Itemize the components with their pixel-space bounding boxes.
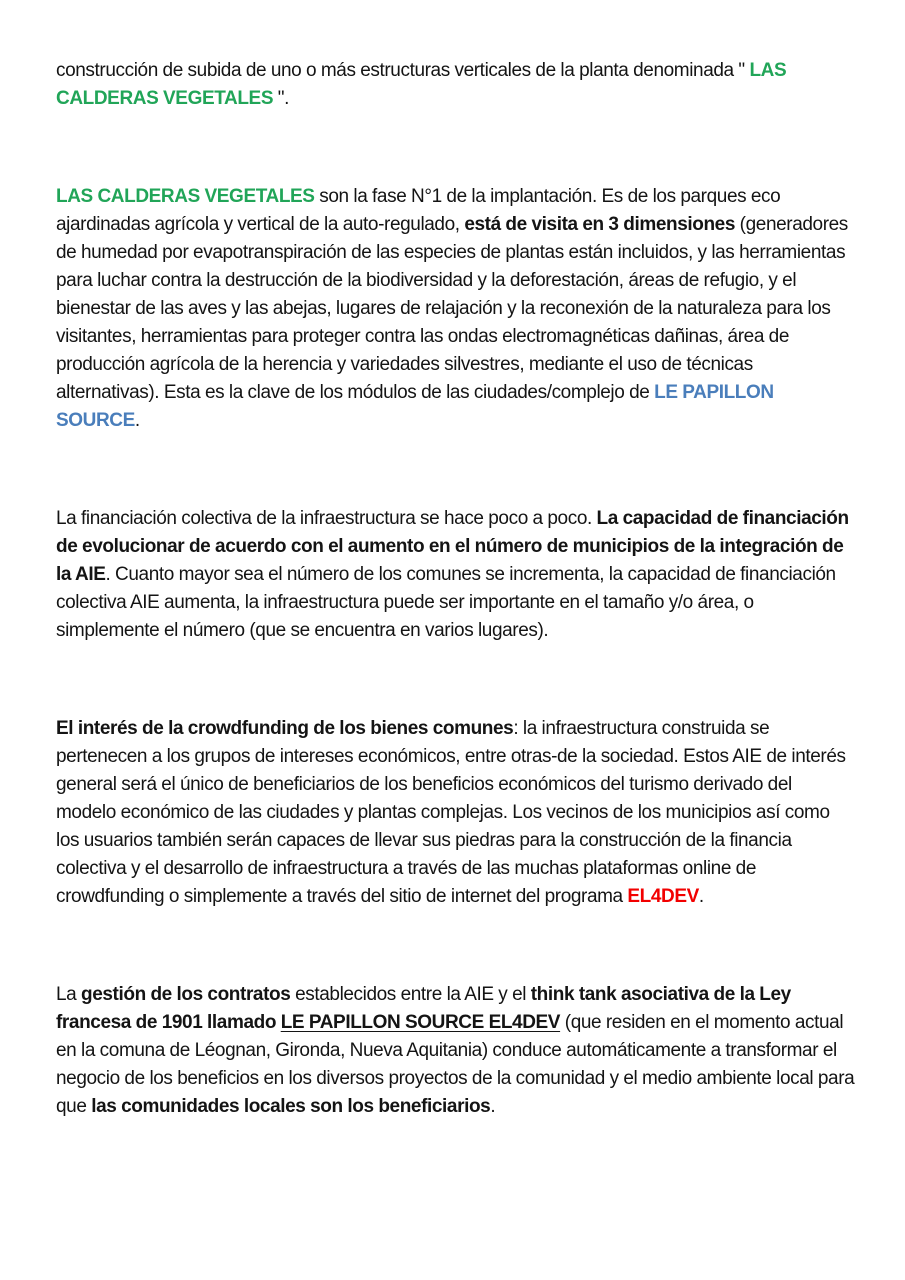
- text-run-green-bold: LAS CALDERAS VEGETALES: [56, 60, 787, 109]
- text-run-normal: son la fase N°1 de la implantación. Es de los parques eco ajardinadas agrícola y vertical de la auto-regulado,: [56, 186, 781, 235]
- text-run-normal: .: [134, 410, 140, 431]
- text-run-normal: : la infraestructura construida se pertenecen a los grupos de intereses económicos, entre otras-de la sociedad. Estos AIE de interés general será el único de beneficiarios de los beneficios económicos del turismo derivado del modelo económico de las ciudades y plantas complejas. Los vecinos de los municipios así como los usuarios también serán capaces de llevar sus piedras para la construcción de la financia colectiva y el desarrollo de infraestructura a través de las muchas plataformas online de crowdfunding o simplemente a través del sitio de internet del programa: [56, 718, 846, 907]
- paragraph-intro: [56, 57, 856, 113]
- text-run-bold: La capacidad de financiación de evolucionar de acuerdo con el aumento en el número de municipios de la integración de la AIE: [56, 508, 849, 585]
- text-run-normal: (generadores de humedad por evapotranspiración de las especies de plantas están incluidos, y las herramientas para luchar contra la destrucción de la biodiversidad y la deforestación, áreas de refugio, y el bienestar de las aves y las abejas, lugares de relajación y la reconexión de la naturaleza para los visitantes, herramientas para proteger contra las ondas electromagnéticas dañinas, área de producción agrícola de la herencia y variedades silvestres, mediante el uso de técnicas alternativas). Esta es la clave de los módulos de las ciudades/complejo de: [56, 214, 848, 403]
- text-run-bold: gestión de los contratos: [81, 984, 291, 1005]
- text-run-normal: . Cuanto mayor sea el número de los comunes se incrementa, la capacidad de financiación colectiva AIE aumenta, la infraestructura puede ser importante en el tamaño y/o área, o simplemente el número (que se encuentra en varios lugares).: [56, 564, 836, 641]
- paragraph-interes-crowdfunding: [56, 715, 856, 911]
- text-run-normal: ".: [273, 88, 290, 109]
- text-run-red-bold: EL4DEV: [627, 886, 699, 907]
- text-run-normal: establecidos entre la AIE y el: [290, 984, 531, 1005]
- text-run-green-bold: LAS CALDERAS VEGETALES: [56, 186, 315, 207]
- text-run-blue-bold: LE PAPILLON SOURCE: [56, 382, 774, 431]
- text-run-bold: está de visita en 3 dimensiones: [464, 214, 735, 235]
- text-run-normal: La financiación colectiva de la infraestructura se hace poco a poco.: [56, 508, 597, 529]
- text-run-normal: .: [490, 1096, 496, 1117]
- text-run-normal: La: [56, 984, 82, 1005]
- text-run-bold: las comunidades locales son los beneficiarios: [91, 1096, 491, 1117]
- text-run-normal: .: [698, 886, 704, 907]
- text-run-bold: think tank asociativa de la Ley francesa de 1901 llamado: [56, 984, 791, 1033]
- text-run-normal: (que residen en el momento actual en la comuna de Léognan, Gironda, Nueva Aquitania) conduce automáticamente a transformar el negocio de los beneficios en los diversos proyectos de la comunidad y el medio ambiente local para que: [56, 1012, 855, 1117]
- text-run-normal: construcción de subida de uno o más estructuras verticales de la planta denominada ": [56, 60, 750, 81]
- text-run-bold-underline: LE PAPILLON SOURCE EL4DEV: [280, 1012, 561, 1033]
- paragraph-calderas-vegetales: [56, 183, 856, 435]
- paragraph-financiacion-colectiva: [56, 505, 856, 645]
- text-run-bold: El interés de la crowdfunding de los bienes comunes: [56, 718, 514, 739]
- paragraph-gestion-contratos: [56, 981, 856, 1121]
